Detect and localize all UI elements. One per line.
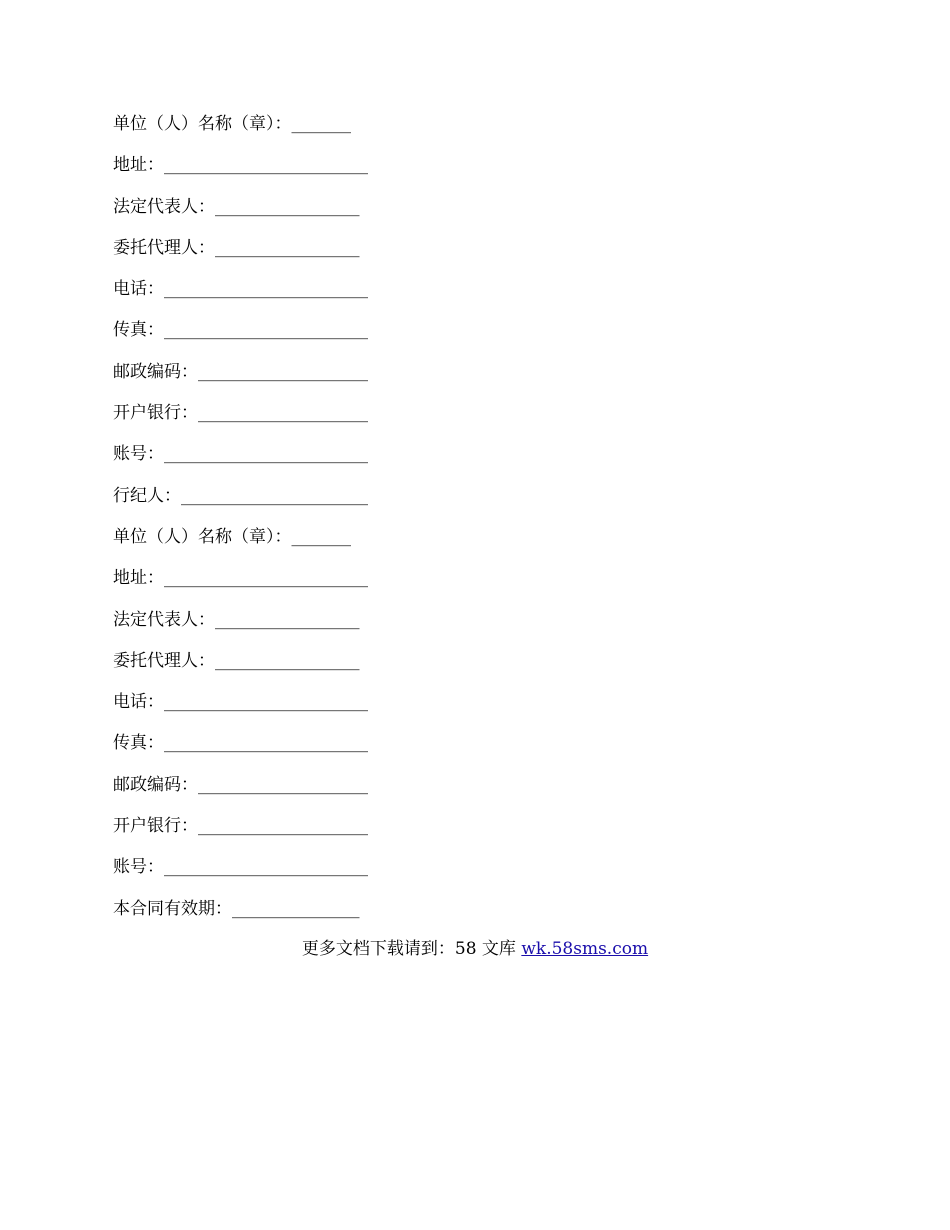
footer-text: 更多文档下载请到：58 文库 (301, 939, 522, 959)
field-blank: ________________________ (164, 320, 368, 341)
field-blank: _______ (291, 114, 351, 134)
field-row-legal-rep-2 (113, 608, 413, 649)
field-label: 传真： (113, 733, 164, 754)
field-row-address-1 (113, 153, 413, 194)
field-label: 账号： (113, 444, 164, 465)
field-blank: ________________________ (164, 857, 368, 878)
field-blank: ______________________ (181, 485, 368, 506)
field-row-unit-name-1 (113, 112, 413, 153)
field-row-bank-2 (113, 814, 413, 855)
field-label: 开户银行： (113, 403, 198, 424)
field-row-broker (113, 484, 413, 525)
field-blank: ____________________ (198, 774, 368, 795)
field-blank: _______ (291, 526, 351, 547)
field-label: 传真： (113, 320, 164, 341)
field-label: 邮政编码： (113, 361, 198, 382)
field-blank: ________________________ (164, 155, 368, 176)
field-blank: _________________ (215, 237, 360, 258)
field-blank: ________________________ (164, 568, 368, 589)
field-blank: ____________________ (198, 361, 368, 382)
field-label: 邮政编码： (113, 774, 198, 795)
field-label: 地址： (113, 155, 164, 176)
field-row-postcode-1 (113, 360, 413, 401)
field-row-phone-1 (113, 277, 413, 318)
field-label: 委托代理人： (113, 237, 215, 258)
field-blank: _________________ (215, 609, 360, 630)
field-label: 账号： (113, 857, 164, 878)
contract-signature-form (113, 112, 413, 938)
field-label: 法定代表人： (113, 609, 215, 630)
field-label: 开户银行： (113, 816, 198, 837)
field-label: 单位（人）名称（章）： (113, 526, 292, 547)
field-row-unit-name-2 (113, 525, 413, 566)
field-blank: ________________________ (164, 444, 368, 465)
field-row-fax-2 (113, 731, 413, 772)
field-blank: ________________________ (164, 692, 368, 713)
field-blank: _________________ (215, 196, 360, 217)
field-label: 电话： (113, 279, 164, 300)
field-label: 本合同有效期： (113, 898, 232, 919)
field-row-bank-1 (113, 401, 413, 442)
field-row-legal-rep-1 (113, 195, 413, 236)
field-row-validity-period (113, 897, 413, 938)
field-blank: ________________________ (164, 279, 368, 300)
field-row-address-2 (113, 566, 413, 607)
field-label: 法定代表人： (113, 196, 215, 217)
field-row-postcode-2 (113, 773, 413, 814)
field-label: 单位（人）名称（章）： (113, 114, 292, 134)
field-label: 行纪人： (113, 485, 181, 506)
field-blank: ____________________ (198, 816, 368, 837)
field-label: 电话： (113, 692, 164, 713)
field-label: 地址： (113, 568, 164, 589)
field-blank: _________________ (215, 650, 360, 671)
footer-site-link[interactable]: wk.58sms.com (521, 939, 649, 959)
field-row-agent-1 (113, 236, 413, 277)
field-row-account-2 (113, 855, 413, 896)
field-row-agent-2 (113, 649, 413, 690)
download-footer (0, 937, 950, 961)
field-row-fax-1 (113, 318, 413, 359)
field-blank: ________________________ (164, 733, 368, 754)
field-label: 委托代理人： (113, 650, 215, 671)
field-blank: _______________ (232, 898, 360, 919)
field-blank: ____________________ (198, 403, 368, 424)
field-row-phone-2 (113, 690, 413, 731)
field-row-account-1 (113, 442, 413, 483)
